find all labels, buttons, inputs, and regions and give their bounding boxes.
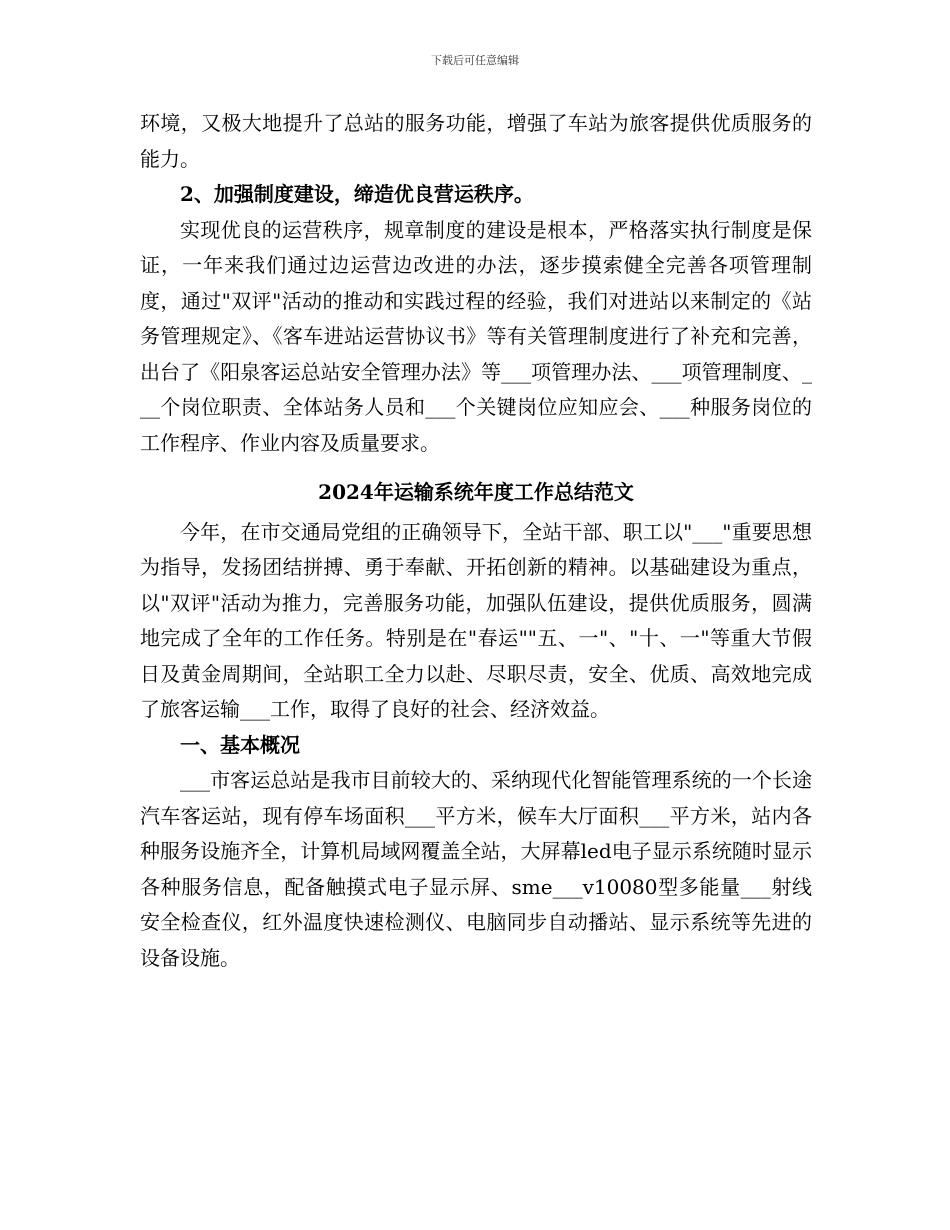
paragraph-regulations: 实现优良的运营秩序，规章制度的建设是根本，严格落实执行制度是保证，一年来我们通过边运营边改进的办法，逐步摸索健全完善各项管理制度，通过"双评"活动的推动和实践过程的经验，我们对进站以来制定的《站务管理规定》、《客车进站运营协议书》等有关管理制度进行了补充和完善，出台了《阳泉客运总站安全管理办法》等___项管理办法、___项管理制度、___个岗位职责、全体站务人员和___个关键岗位应知应会、___种服务岗位的工作程序、作业内容及质量要求。 — [140, 217, 812, 455]
section-heading-2: 2、加强制度建设，缔造优良营运秩序。 — [180, 182, 534, 206]
paragraph-intro: 今年，在市交通局党组的正确领导下，全站干部、职工以"___"重要思想为指导，发扬团结拼搏、勇于奉献、开拓创新的精神。以基础建设为重点，以"双评"活动为推力，完善服务功能，加强队伍建设，提供优质服务，圆满地完成了全年的工作任务。特别是在"春运""五、一"、"十、一"等重大节假日及黄金周期间，全站职工全力以赴、尽职尽责，安全、优质、高效地完成了旅客运输___工作，取得了良好的社会、经济效益。 — [140, 519, 812, 721]
document-title: 2024年运输系统年度工作总结范文 — [318, 480, 634, 504]
section-heading-overview: 一、基本概况 — [180, 732, 300, 757]
document-body — [140, 106, 812, 976]
page-header-note: 下载后可任意编辑 — [431, 54, 519, 67]
paragraph-overview: ___市客运总站是我市目前较大的、采纳现代化智能管理系统的一个长途汽车客运站，现有停车场面积___平方米，候车大厅面积___平方米，站内各种服务设施齐全，计算机局域网覆盖全站，大屏幕led电子显示系统随时显示各种服务信息，配备触摸式电子显示屏、sme___v10080型多能量___射线安全检查仪，红外温度快速检测仪、电脑同步自动播站、显示系统等先进的设备设施。 — [140, 768, 812, 970]
continued-paragraph: 环境，又极大地提升了总站的服务功能，增强了车站为旅客提供优质服务的能力。 — [140, 111, 812, 171]
